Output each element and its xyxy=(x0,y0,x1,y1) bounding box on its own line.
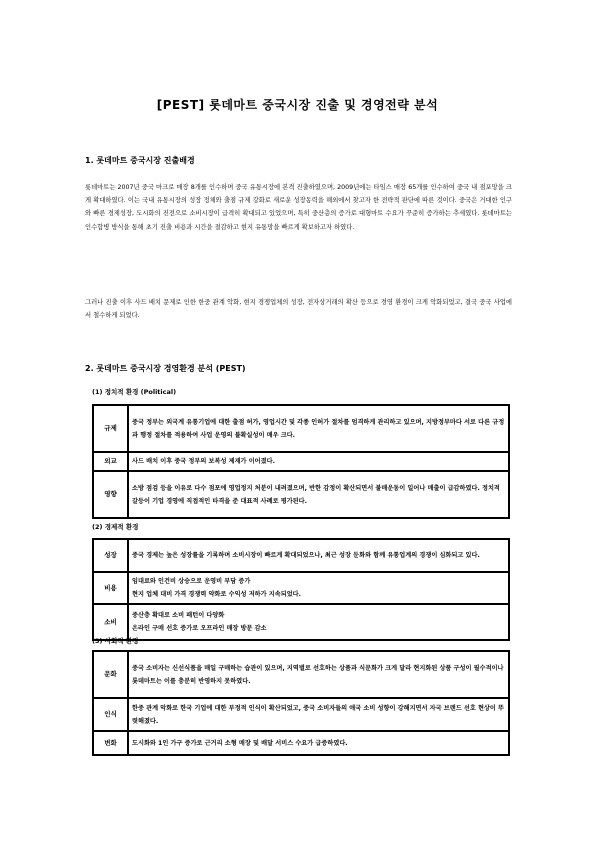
row-key: 성장 xyxy=(93,539,128,572)
table-row xyxy=(93,539,509,572)
document-title: [PEST] 롯데마트 중국시장 진출 및 경영전략 분석 xyxy=(156,98,439,112)
row-value: 도시화와 1인 가구 증가로 근거리 소형 매장 및 배달 서비스 수요가 급증하였다. xyxy=(128,731,509,755)
table-row xyxy=(93,651,509,698)
table-row xyxy=(93,698,509,731)
row-value: 중국 경제는 높은 성장률을 기록하며 소비시장이 빠르게 확대되었으나, 최근 성장 둔화와 함께 유통업계의 경쟁이 심화되고 있다. xyxy=(128,539,509,572)
row-value: 임대료와 인건비 상승으로 운영비 부담 증가 현지 업체 대비 가격 경쟁력 약화로 수익성 저하가 지속되었다. xyxy=(128,572,509,604)
row-key: 규제 xyxy=(93,405,128,452)
row-key: 인식 xyxy=(93,698,128,731)
section-heading-1: 1. 롯데마트 중국시장 진출배경 xyxy=(85,156,195,165)
section-heading-2: 2. 롯데마트 중국시장 경영환경 분석 (PEST) xyxy=(85,364,246,373)
body-paragraph-1: 롯데마트는 2007년 중국 마크로 매장 8개를 인수하며 중국 유통시장에 본격 진출하였으며, 2009년에는 타임스 매장 65개를 인수하여 중국 내 점포망을 크게 확대하였다. 이는 국내 유통시장의 성장 정체와 출점 규제 강화로 새로운 성장동력을 해외에서 찾고자 한 전략적 판단에 따른 것이다. 중국은 거대한 인구와 빠른 경제성장, 도시화의 진전으로 소비시장이 급격히 확대되고 있었으며, 특히 중산층의 증가로 대형마트 수요가 꾸준히 증가하는 추세였다. 롯데마트는 인수합병 방식을 통해 초기 진출 비용과 시간을 절감하고 현지 유통망을 빠르게 확보하고자 하였다. xyxy=(85,184,512,231)
row-value: 소방 점검 등을 이유로 다수 점포에 영업정지 처분이 내려졌으며, 반한 감정이 확산되면서 불매운동이 일어나 매출이 급감하였다. 정치적 갈등이 기업 경영에 직접적인 타격을 준 대표적 사례로 평가된다. xyxy=(128,471,509,518)
table-row xyxy=(93,572,509,604)
subsection-label-social: (3) 사회적 환경 xyxy=(92,637,139,645)
row-key: 변화 xyxy=(93,731,128,755)
subsection-label-economic: (2) 경제적 환경 xyxy=(92,523,139,531)
row-key: 소비 xyxy=(93,604,128,640)
table-row xyxy=(93,471,509,518)
row-key: 외교 xyxy=(93,452,128,471)
row-key: 문화 xyxy=(93,651,128,698)
row-key: 영향 xyxy=(93,471,128,518)
row-value: 한중 관계 악화로 한국 기업에 대한 부정적 인식이 확산되었고, 중국 소비자들의 애국 소비 성향이 강해지면서 자국 브랜드 선호 현상이 뚜렷해졌다. xyxy=(128,698,509,731)
row-key: 비용 xyxy=(93,572,128,604)
subsection-label-political: (1) 정치적 환경 (Political) xyxy=(92,388,177,396)
table-row xyxy=(93,604,509,640)
table-row xyxy=(93,731,509,755)
row-value: 사드 배치 이후 중국 정부의 보복성 제재가 이어졌다. xyxy=(128,452,509,471)
row-value: 중산층 확대로 소비 패턴이 다양화 온라인 구매 선호 증가로 오프라인 매장 방문 감소 xyxy=(128,604,509,640)
row-value: 중국 소비자는 신선식품을 매일 구매하는 습관이 있으며, 지역별로 선호하는 상품과 식문화가 크게 달라 현지화된 상품 구성이 필수적이나 롯데마트는 이를 충분히 반영하지 못하였다. xyxy=(128,651,509,698)
row-value: 중국 정부는 외국계 유통기업에 대한 출점 허가, 영업시간 및 각종 인허가 절차를 엄격하게 관리하고 있으며, 지방정부마다 서로 다른 규정과 행정 절차를 적용하여 사업 운영의 불확실성이 매우 크다. xyxy=(128,405,509,452)
table-row xyxy=(93,405,509,452)
table-row xyxy=(93,452,509,471)
pest-table-political xyxy=(92,404,510,519)
body-paragraph-2: 그러나 진출 이후 사드 배치 문제로 인한 한중 관계 악화, 현지 경쟁업체의 성장, 전자상거래의 확산 등으로 경영 환경이 크게 악화되었고, 결국 중국 사업에서 철수하게 되었다. xyxy=(85,299,512,320)
pest-table-economic xyxy=(92,538,510,641)
pest-table-social xyxy=(92,650,510,756)
